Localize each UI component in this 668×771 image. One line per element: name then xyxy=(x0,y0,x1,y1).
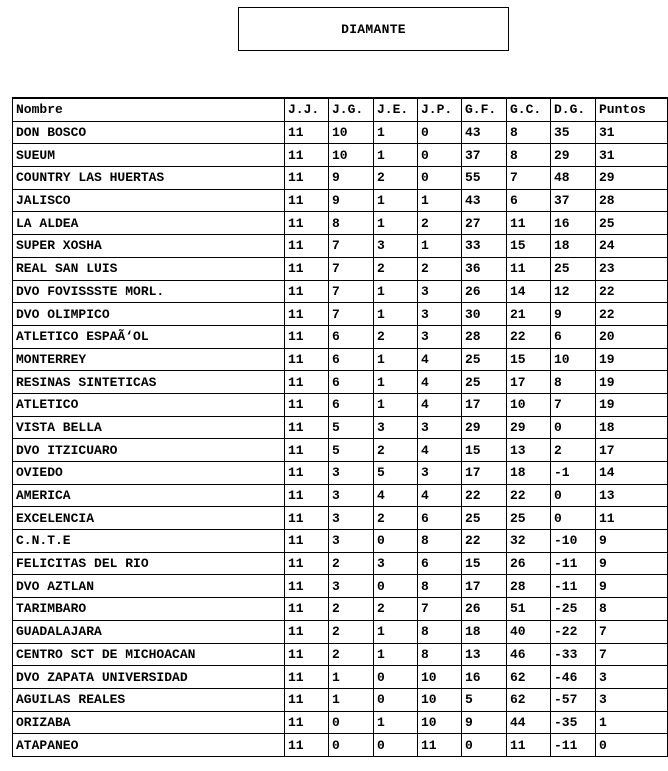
games-tied: 1 xyxy=(374,371,418,394)
games-won: 3 xyxy=(329,484,374,507)
games-won: 7 xyxy=(329,280,374,303)
games-won: 3 xyxy=(329,462,374,485)
games-tied: 0 xyxy=(374,666,418,689)
games-won: 7 xyxy=(329,257,374,280)
games-won: 0 xyxy=(329,734,374,757)
team-name: DVO FOVISSSTE MORL. xyxy=(13,280,285,303)
games-won: 7 xyxy=(329,235,374,258)
goals-for: 43 xyxy=(462,121,507,144)
table-row xyxy=(13,462,668,485)
games-lost: 3 xyxy=(418,280,462,303)
goals-against: 62 xyxy=(507,666,551,689)
team-name: DVO ZAPATA UNIVERSIDAD xyxy=(13,666,285,689)
games-played: 11 xyxy=(285,189,329,212)
goal-difference: -46 xyxy=(551,666,596,689)
team-name: ATAPANEO xyxy=(13,734,285,757)
goals-for: 17 xyxy=(462,462,507,485)
standings-table xyxy=(12,97,668,757)
goals-for: 26 xyxy=(462,280,507,303)
goal-difference: 37 xyxy=(551,189,596,212)
games-played: 11 xyxy=(285,530,329,553)
games-played: 11 xyxy=(285,484,329,507)
table-row xyxy=(13,711,668,734)
points: 19 xyxy=(596,371,668,394)
games-won: 9 xyxy=(329,189,374,212)
team-name: GUADALAJARA xyxy=(13,620,285,643)
points: 20 xyxy=(596,325,668,348)
points: 25 xyxy=(596,212,668,235)
table-row xyxy=(13,280,668,303)
games-played: 11 xyxy=(285,121,329,144)
goals-against: 8 xyxy=(507,144,551,167)
goals-against: 11 xyxy=(507,212,551,235)
goals-for: 37 xyxy=(462,144,507,167)
games-tied: 0 xyxy=(374,530,418,553)
team-name: ORIZABA xyxy=(13,711,285,734)
games-won: 3 xyxy=(329,575,374,598)
goal-difference: 9 xyxy=(551,303,596,326)
goals-against: 28 xyxy=(507,575,551,598)
team-name: ATLETICO xyxy=(13,393,285,416)
goals-for: 28 xyxy=(462,325,507,348)
points: 31 xyxy=(596,121,668,144)
table-row xyxy=(13,439,668,462)
games-won: 2 xyxy=(329,643,374,666)
points: 22 xyxy=(596,280,668,303)
team-name: AMERICA xyxy=(13,484,285,507)
team-name: COUNTRY LAS HUERTAS xyxy=(13,167,285,190)
goal-difference: 12 xyxy=(551,280,596,303)
goals-against: 46 xyxy=(507,643,551,666)
goals-for: 9 xyxy=(462,711,507,734)
games-tied: 1 xyxy=(374,121,418,144)
goal-difference: 0 xyxy=(551,416,596,439)
games-tied: 1 xyxy=(374,280,418,303)
goal-difference: -35 xyxy=(551,711,596,734)
table-row xyxy=(13,507,668,530)
games-won: 3 xyxy=(329,507,374,530)
points: 3 xyxy=(596,688,668,711)
goal-difference: 10 xyxy=(551,348,596,371)
table-row xyxy=(13,121,668,144)
goal-difference: -33 xyxy=(551,643,596,666)
games-won: 2 xyxy=(329,598,374,621)
goal-difference: 25 xyxy=(551,257,596,280)
games-lost: 0 xyxy=(418,121,462,144)
goal-difference: -11 xyxy=(551,575,596,598)
games-tied: 4 xyxy=(374,484,418,507)
table-row xyxy=(13,598,668,621)
games-lost: 3 xyxy=(418,416,462,439)
games-won: 3 xyxy=(329,530,374,553)
table-row xyxy=(13,212,668,235)
team-name: LA ALDEA xyxy=(13,212,285,235)
games-lost: 10 xyxy=(418,711,462,734)
points: 19 xyxy=(596,348,668,371)
goals-for: 0 xyxy=(462,734,507,757)
games-tied: 1 xyxy=(374,393,418,416)
games-won: 2 xyxy=(329,620,374,643)
games-tied: 2 xyxy=(374,439,418,462)
games-tied: 1 xyxy=(374,348,418,371)
goal-difference: 8 xyxy=(551,371,596,394)
games-lost: 11 xyxy=(418,734,462,757)
games-tied: 0 xyxy=(374,575,418,598)
goals-for: 25 xyxy=(462,348,507,371)
points: 8 xyxy=(596,598,668,621)
games-played: 11 xyxy=(285,167,329,190)
header-jg: J.G. xyxy=(329,98,374,121)
goal-difference: 18 xyxy=(551,235,596,258)
goals-for: 17 xyxy=(462,575,507,598)
team-name: DON BOSCO xyxy=(13,121,285,144)
header-gc: G.C. xyxy=(507,98,551,121)
games-lost: 2 xyxy=(418,212,462,235)
games-won: 7 xyxy=(329,303,374,326)
points: 24 xyxy=(596,235,668,258)
goals-for: 55 xyxy=(462,167,507,190)
games-played: 11 xyxy=(285,711,329,734)
games-tied: 2 xyxy=(374,507,418,530)
games-lost: 2 xyxy=(418,257,462,280)
points: 7 xyxy=(596,643,668,666)
games-played: 11 xyxy=(285,416,329,439)
games-played: 11 xyxy=(285,303,329,326)
goals-against: 11 xyxy=(507,257,551,280)
games-played: 11 xyxy=(285,325,329,348)
header-jp: J.P. xyxy=(418,98,462,121)
games-lost: 4 xyxy=(418,371,462,394)
games-tied: 0 xyxy=(374,688,418,711)
table-row xyxy=(13,325,668,348)
games-played: 11 xyxy=(285,552,329,575)
table-row xyxy=(13,371,668,394)
goal-difference: -11 xyxy=(551,552,596,575)
points: 19 xyxy=(596,393,668,416)
goals-for: 17 xyxy=(462,393,507,416)
goals-for: 36 xyxy=(462,257,507,280)
goals-against: 32 xyxy=(507,530,551,553)
games-won: 2 xyxy=(329,552,374,575)
games-played: 11 xyxy=(285,643,329,666)
games-tied: 2 xyxy=(374,325,418,348)
table-row xyxy=(13,666,668,689)
goals-for: 16 xyxy=(462,666,507,689)
goals-against: 15 xyxy=(507,348,551,371)
points: 13 xyxy=(596,484,668,507)
goals-against: 11 xyxy=(507,734,551,757)
games-won: 8 xyxy=(329,212,374,235)
games-tied: 0 xyxy=(374,734,418,757)
games-played: 11 xyxy=(285,212,329,235)
goal-difference: -57 xyxy=(551,688,596,711)
team-name: EXCELENCIA xyxy=(13,507,285,530)
goals-against: 40 xyxy=(507,620,551,643)
games-tied: 2 xyxy=(374,167,418,190)
games-lost: 3 xyxy=(418,303,462,326)
goals-against: 15 xyxy=(507,235,551,258)
header-nombre: Nombre xyxy=(13,98,285,121)
games-lost: 3 xyxy=(418,325,462,348)
goals-against: 7 xyxy=(507,167,551,190)
goals-against: 44 xyxy=(507,711,551,734)
table-row xyxy=(13,416,668,439)
points: 31 xyxy=(596,144,668,167)
games-played: 11 xyxy=(285,144,329,167)
games-lost: 0 xyxy=(418,167,462,190)
goal-difference: -25 xyxy=(551,598,596,621)
goals-for: 22 xyxy=(462,530,507,553)
points: 22 xyxy=(596,303,668,326)
table-row xyxy=(13,167,668,190)
header-je: J.E. xyxy=(374,98,418,121)
games-lost: 10 xyxy=(418,666,462,689)
goal-difference: 6 xyxy=(551,325,596,348)
team-name: FELICITAS DEL RIO xyxy=(13,552,285,575)
games-played: 11 xyxy=(285,575,329,598)
games-tied: 3 xyxy=(374,235,418,258)
table-row xyxy=(13,643,668,666)
goals-for: 27 xyxy=(462,212,507,235)
goal-difference: -11 xyxy=(551,734,596,757)
team-name: OVIEDO xyxy=(13,462,285,485)
games-lost: 6 xyxy=(418,552,462,575)
table-row xyxy=(13,575,668,598)
table-row xyxy=(13,393,668,416)
games-played: 11 xyxy=(285,393,329,416)
goals-against: 10 xyxy=(507,393,551,416)
games-won: 1 xyxy=(329,688,374,711)
goals-against: 14 xyxy=(507,280,551,303)
games-lost: 3 xyxy=(418,462,462,485)
points: 9 xyxy=(596,575,668,598)
goal-difference: 16 xyxy=(551,212,596,235)
games-played: 11 xyxy=(285,280,329,303)
games-won: 10 xyxy=(329,144,374,167)
team-name: REAL SAN LUIS xyxy=(13,257,285,280)
goals-against: 18 xyxy=(507,462,551,485)
games-lost: 4 xyxy=(418,393,462,416)
table-body xyxy=(13,121,668,756)
goal-difference: -1 xyxy=(551,462,596,485)
table-row xyxy=(13,235,668,258)
goals-against: 21 xyxy=(507,303,551,326)
games-won: 6 xyxy=(329,393,374,416)
goals-for: 33 xyxy=(462,235,507,258)
games-tied: 1 xyxy=(374,711,418,734)
games-played: 11 xyxy=(285,688,329,711)
table-row xyxy=(13,734,668,757)
games-won: 10 xyxy=(329,121,374,144)
goals-against: 62 xyxy=(507,688,551,711)
goals-for: 29 xyxy=(462,416,507,439)
points: 18 xyxy=(596,416,668,439)
games-won: 6 xyxy=(329,348,374,371)
goals-for: 22 xyxy=(462,484,507,507)
goal-difference: 0 xyxy=(551,484,596,507)
header-jj: J.J. xyxy=(285,98,329,121)
games-played: 11 xyxy=(285,620,329,643)
points: 14 xyxy=(596,462,668,485)
points: 11 xyxy=(596,507,668,530)
games-tied: 1 xyxy=(374,303,418,326)
points: 1 xyxy=(596,711,668,734)
games-won: 5 xyxy=(329,439,374,462)
goals-against: 25 xyxy=(507,507,551,530)
points: 7 xyxy=(596,620,668,643)
team-name: AGUILAS REALES xyxy=(13,688,285,711)
goal-difference: 29 xyxy=(551,144,596,167)
points: 23 xyxy=(596,257,668,280)
goals-for: 25 xyxy=(462,507,507,530)
table-row xyxy=(13,189,668,212)
table-row xyxy=(13,620,668,643)
points: 29 xyxy=(596,167,668,190)
team-name: DVO ITZICUARO xyxy=(13,439,285,462)
games-won: 6 xyxy=(329,325,374,348)
goals-for: 30 xyxy=(462,303,507,326)
games-tied: 5 xyxy=(374,462,418,485)
table-header xyxy=(13,98,668,121)
games-lost: 7 xyxy=(418,598,462,621)
games-tied: 1 xyxy=(374,212,418,235)
header-gf: G.F. xyxy=(462,98,507,121)
goal-difference: 0 xyxy=(551,507,596,530)
goals-for: 15 xyxy=(462,552,507,575)
games-lost: 4 xyxy=(418,348,462,371)
goals-against: 17 xyxy=(507,371,551,394)
games-played: 11 xyxy=(285,598,329,621)
games-tied: 2 xyxy=(374,257,418,280)
goals-against: 8 xyxy=(507,121,551,144)
points: 17 xyxy=(596,439,668,462)
team-name: VISTA BELLA xyxy=(13,416,285,439)
goals-against: 51 xyxy=(507,598,551,621)
goals-for: 13 xyxy=(462,643,507,666)
games-played: 11 xyxy=(285,462,329,485)
team-name: CENTRO SCT DE MICHOACAN xyxy=(13,643,285,666)
games-tied: 1 xyxy=(374,620,418,643)
games-played: 11 xyxy=(285,235,329,258)
team-name: C.N.T.E xyxy=(13,530,285,553)
games-played: 11 xyxy=(285,507,329,530)
games-lost: 1 xyxy=(418,189,462,212)
goals-against: 29 xyxy=(507,416,551,439)
goals-against: 22 xyxy=(507,484,551,507)
games-lost: 4 xyxy=(418,484,462,507)
goals-for: 18 xyxy=(462,620,507,643)
team-name: DVO AZTLAN xyxy=(13,575,285,598)
games-tied: 1 xyxy=(374,144,418,167)
goals-for: 25 xyxy=(462,371,507,394)
goals-against: 26 xyxy=(507,552,551,575)
goals-for: 5 xyxy=(462,688,507,711)
games-lost: 8 xyxy=(418,575,462,598)
games-tied: 2 xyxy=(374,598,418,621)
games-lost: 4 xyxy=(418,439,462,462)
table-row xyxy=(13,552,668,575)
goal-difference: -22 xyxy=(551,620,596,643)
points: 3 xyxy=(596,666,668,689)
team-name: MONTERREY xyxy=(13,348,285,371)
table-row xyxy=(13,257,668,280)
games-played: 11 xyxy=(285,666,329,689)
table-row xyxy=(13,688,668,711)
games-lost: 8 xyxy=(418,643,462,666)
goal-difference: 7 xyxy=(551,393,596,416)
points: 9 xyxy=(596,530,668,553)
team-name: JALISCO xyxy=(13,189,285,212)
table-row xyxy=(13,348,668,371)
games-won: 6 xyxy=(329,371,374,394)
goal-difference: 48 xyxy=(551,167,596,190)
points: 0 xyxy=(596,734,668,757)
goal-difference: 35 xyxy=(551,121,596,144)
games-lost: 8 xyxy=(418,620,462,643)
games-won: 5 xyxy=(329,416,374,439)
header-dg: D.G. xyxy=(551,98,596,121)
goals-for: 43 xyxy=(462,189,507,212)
games-won: 9 xyxy=(329,167,374,190)
goals-for: 15 xyxy=(462,439,507,462)
games-lost: 1 xyxy=(418,235,462,258)
games-tied: 3 xyxy=(374,416,418,439)
points: 9 xyxy=(596,552,668,575)
games-played: 11 xyxy=(285,439,329,462)
team-name: SUPER XOSHA xyxy=(13,235,285,258)
team-name: SUEUM xyxy=(13,144,285,167)
games-tied: 1 xyxy=(374,189,418,212)
goals-for: 26 xyxy=(462,598,507,621)
games-tied: 1 xyxy=(374,643,418,666)
team-name: TARIMBARO xyxy=(13,598,285,621)
goals-against: 6 xyxy=(507,189,551,212)
table-row xyxy=(13,144,668,167)
goal-difference: -10 xyxy=(551,530,596,553)
games-lost: 0 xyxy=(418,144,462,167)
team-name: RESINAS SINTETICAS xyxy=(13,371,285,394)
games-won: 1 xyxy=(329,666,374,689)
goals-against: 13 xyxy=(507,439,551,462)
games-won: 0 xyxy=(329,711,374,734)
goals-against: 22 xyxy=(507,325,551,348)
points: 28 xyxy=(596,189,668,212)
header-row xyxy=(13,98,668,121)
goal-difference: 2 xyxy=(551,439,596,462)
games-played: 11 xyxy=(285,734,329,757)
team-name: DVO OLIMPICO xyxy=(13,303,285,326)
games-played: 11 xyxy=(285,371,329,394)
table-row xyxy=(13,484,668,507)
header-puntos: Puntos xyxy=(596,98,668,121)
games-lost: 8 xyxy=(418,530,462,553)
games-played: 11 xyxy=(285,257,329,280)
table-row xyxy=(13,530,668,553)
table-row xyxy=(13,303,668,326)
games-played: 11 xyxy=(285,348,329,371)
games-lost: 10 xyxy=(418,688,462,711)
division-title: DIAMANTE xyxy=(238,7,509,51)
games-lost: 6 xyxy=(418,507,462,530)
games-tied: 3 xyxy=(374,552,418,575)
team-name: ATLETICO ESPAÃ‘OL xyxy=(13,325,285,348)
